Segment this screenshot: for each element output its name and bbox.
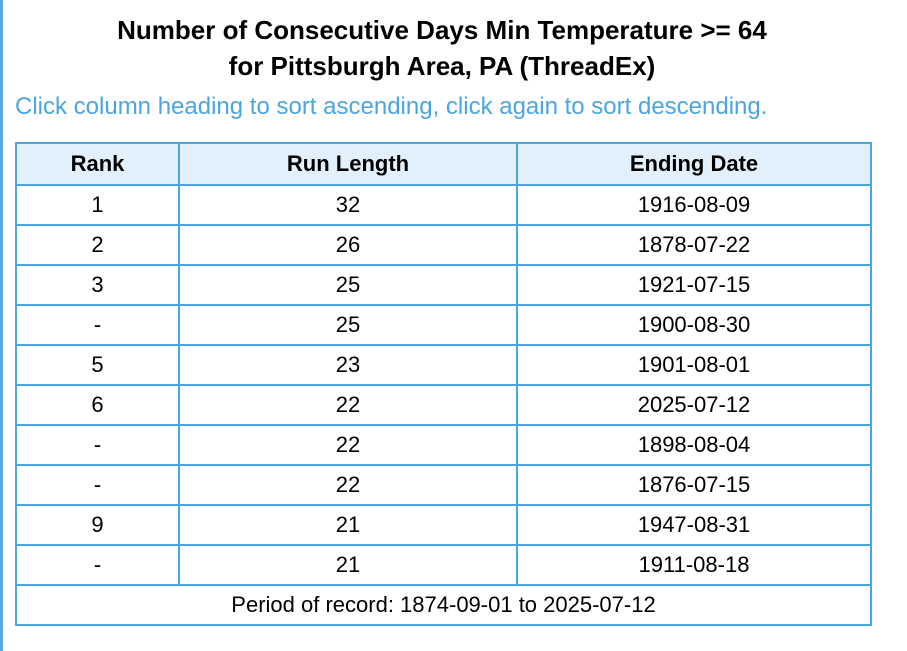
- cell-ending-date: 1947-08-31: [517, 505, 871, 545]
- table-row: [16, 265, 871, 305]
- cell-run-length: 22: [179, 385, 517, 425]
- cell-rank: -: [16, 465, 179, 505]
- table-footer-row: [16, 585, 871, 625]
- window-left-edge: [0, 0, 3, 651]
- cell-ending-date: 1898-08-04: [517, 425, 871, 465]
- column-header-rank[interactable]: Rank: [16, 143, 179, 185]
- table-header-row: [16, 143, 871, 185]
- cell-rank: 5: [16, 345, 179, 385]
- table-row: [16, 385, 871, 425]
- title-line-2: for Pittsburgh Area, PA (ThreadEx): [228, 51, 656, 81]
- title-line-1: Number of Consecutive Days Min Temperature >= 64: [117, 15, 767, 45]
- cell-rank: 6: [16, 385, 179, 425]
- cell-rank: -: [16, 425, 179, 465]
- results-table: [15, 142, 872, 626]
- cell-run-length: 21: [179, 505, 517, 545]
- cell-ending-date: 1911-08-18: [517, 545, 871, 585]
- table-row: [16, 225, 871, 265]
- cell-run-length: 23: [179, 345, 517, 385]
- table-row: [16, 505, 871, 545]
- table-row: [16, 185, 871, 225]
- cell-run-length: 25: [179, 265, 517, 305]
- table-row: [16, 425, 871, 465]
- cell-ending-date: 1901-08-01: [517, 345, 871, 385]
- cell-ending-date: 1921-07-15: [517, 265, 871, 305]
- cell-rank: 3: [16, 265, 179, 305]
- cell-run-length: 22: [179, 465, 517, 505]
- table-row: [16, 465, 871, 505]
- cell-rank: 2: [16, 225, 179, 265]
- table-row: [16, 545, 871, 585]
- cell-run-length: 26: [179, 225, 517, 265]
- cell-ending-date: 1876-07-15: [517, 465, 871, 505]
- page-title: [0, 12, 884, 84]
- cell-rank: -: [16, 305, 179, 345]
- cell-run-length: 32: [179, 185, 517, 225]
- sort-hint-text: Click column heading to sort ascending, click again to sort descending.: [15, 93, 768, 120]
- cell-ending-date: 1900-08-30: [517, 305, 871, 345]
- cell-run-length: 25: [179, 305, 517, 345]
- cell-run-length: 22: [179, 425, 517, 465]
- cell-rank: 1: [16, 185, 179, 225]
- table-row: [16, 305, 871, 345]
- column-header-ending-date[interactable]: Ending Date: [517, 143, 871, 185]
- cell-ending-date: 2025-07-12: [517, 385, 871, 425]
- cell-rank: 9: [16, 505, 179, 545]
- table-row: [16, 345, 871, 385]
- cell-rank: -: [16, 545, 179, 585]
- column-header-run-length[interactable]: Run Length: [179, 143, 517, 185]
- cell-run-length: 21: [179, 545, 517, 585]
- table-body: [16, 185, 871, 585]
- cell-ending-date: 1916-08-09: [517, 185, 871, 225]
- period-of-record: Period of record: 1874-09-01 to 2025-07-12: [16, 585, 871, 625]
- cell-ending-date: 1878-07-22: [517, 225, 871, 265]
